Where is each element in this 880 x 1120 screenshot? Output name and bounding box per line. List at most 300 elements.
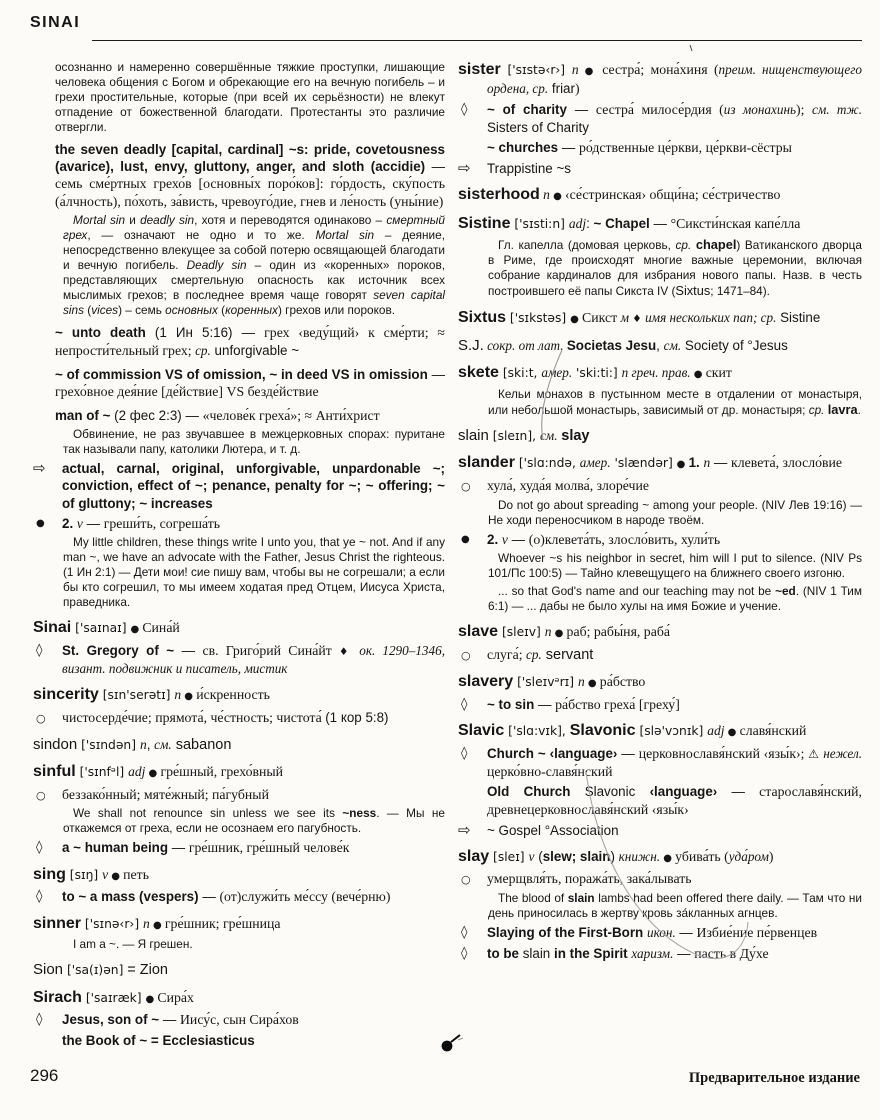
text-run: (от)служи́ть ме́ссу (вече́рню) — [219, 889, 391, 905]
text-run: unforgivable ~ — [210, 342, 300, 358]
entry-slay — [458, 847, 862, 867]
text-run: ра́бство — [599, 674, 646, 690]
text-run: ['slɑ:ndə, — [514, 456, 580, 471]
circle-marker-icon: ○ — [36, 788, 46, 802]
crossref-trappistine — [458, 160, 862, 177]
text-run: ро́дственные це́ркви, це́ркви-сёстры — [578, 140, 792, 156]
entry-sing — [33, 865, 445, 885]
text-run: v — [76, 515, 83, 531]
entry-sirach — [33, 988, 445, 1008]
text-run: [ski:t, — [498, 366, 542, 381]
text-run: ) — [574, 81, 580, 97]
subentry-sinful-human-being — [33, 839, 445, 857]
text-run: °Сиксти́нская капе́лла — [670, 215, 801, 231]
entry-sindon — [33, 735, 445, 755]
text-run: ср. — [195, 342, 211, 358]
text-run: lavra — [827, 401, 858, 417]
text-run: n — [539, 187, 550, 203]
text-run: a ~ human being — [62, 840, 169, 856]
circle-marker-icon: ○ — [36, 711, 46, 725]
text-run: уда́ром — [728, 848, 769, 864]
text-run: – деяние, непосредственно влекущее за собой потерю освящающей благодати и вечную погибель. — [63, 228, 445, 273]
text-run: ) грехов или пороков. — [277, 303, 395, 318]
example-1jn21 — [33, 535, 445, 610]
text-run: ['sɪsti:n] — [510, 216, 569, 231]
entry-slain — [458, 426, 862, 446]
text-run: ) – семь — [118, 303, 166, 318]
text-run: старославя́нский, древнецерковнославя́нский ‹язы́к› — [487, 784, 862, 817]
text-run: ср. — [675, 238, 692, 253]
subentry-st-gregory — [33, 642, 445, 678]
text-run: — — [534, 696, 556, 712]
text-run: ♦ — [632, 312, 646, 325]
diamond-marker-icon: ◊ — [461, 102, 468, 118]
text-run: . (NIV 1 Тим 6:1) — ... дабы не было хулы на имя Божие и учение. — [488, 584, 863, 614]
text-run: [slə'vɔnɪk] — [635, 724, 708, 739]
text-run: см. — [154, 736, 172, 752]
diamond-marker-icon: ◊ — [461, 945, 468, 961]
text-run: slew; slain — [542, 848, 611, 864]
circle-marker-icon: ○ — [461, 873, 471, 887]
diamond-marker-icon: ◊ — [461, 696, 468, 712]
text-run: man of ~ — [55, 407, 111, 423]
text-run: Иису́с, сын Сира́хов — [179, 1012, 299, 1028]
synonyms-slave — [458, 646, 862, 665]
text-run: Обвинение, не раз звучавшее в межцерковных спорах: пуритане так называли папу, католики Лютера, и т. д. — [63, 427, 445, 457]
text-run: гре́шник; гре́шница — [164, 915, 281, 931]
synonyms-slay — [458, 870, 862, 888]
page-header-keyword: SINAI — [30, 14, 81, 31]
text-run: S.J. — [458, 337, 484, 355]
commentary-accusation — [33, 427, 445, 457]
synonyms-sincerity — [33, 709, 445, 727]
text-run: — — [675, 924, 697, 940]
text-run: 1. — [688, 455, 704, 471]
text-run: skete — [458, 364, 499, 382]
text-run: 2. — [62, 515, 77, 531]
text-run: грехо́вное дея́ние [де́йствие] VS безде́йствие — [55, 383, 319, 399]
text-run: sabanon — [171, 736, 232, 753]
text-run: , — [146, 736, 155, 752]
text-run: friar — [548, 81, 575, 97]
text-run: servant — [541, 646, 594, 663]
synonyms-sinful — [33, 786, 445, 804]
text-run: deadly sin — [140, 213, 195, 228]
text-run: n — [571, 62, 579, 77]
text-run: ['sɪnfᵊl] — [75, 765, 129, 780]
text-run: сестра́ милосе́рдия ( — [595, 102, 724, 118]
text-run: [sleɪn], — [488, 428, 540, 443]
text-run: петь — [123, 866, 150, 882]
text-run: ● — [145, 993, 158, 1005]
text-run: . — [857, 402, 861, 417]
text-run: харизм. — [631, 945, 674, 961]
text-run: to ~ a mass (vespers) — [62, 889, 199, 905]
entry-sixtus — [458, 308, 862, 328]
text-run: скит — [705, 365, 732, 381]
text-run: ~ to sin — [487, 696, 535, 712]
example-slain-lambs — [458, 891, 862, 921]
text-run: ~ Gospel °Association — [487, 822, 619, 838]
text-run: Societas Jesu — [566, 338, 657, 354]
text-run: slain — [522, 945, 554, 961]
text-run: нежел. — [823, 745, 862, 761]
text-run: (2 фес 2:3) — — [110, 407, 203, 423]
text-run: ср. — [808, 402, 825, 417]
header-rule — [92, 40, 862, 41]
text-run: ( — [83, 303, 92, 318]
entry-slavic — [458, 721, 862, 741]
text-run: ● — [549, 191, 566, 203]
subentry-old-church-slavonic — [458, 783, 862, 818]
text-run: n — [544, 624, 552, 640]
text-run: ● — [149, 919, 165, 931]
bullet-marker-icon: ● — [36, 517, 45, 529]
text-run: — — [425, 159, 445, 174]
text-run: adj — [128, 764, 146, 780]
text-run: ● — [130, 624, 143, 636]
note-sistine-chapel — [458, 237, 862, 299]
text-run: n — [577, 674, 585, 690]
text-run: семь сме́ртных грехо́в [основны́х поро́ков]: го́рдость, ску́пость (а́лчность), по́хоть, за́висть, чревоуго́дие, гнев и ле́ность (уны́ние) — [55, 176, 445, 209]
text-run: ['slɑ:vɪk], — [504, 724, 570, 739]
text-run: ⚠ — [808, 746, 824, 761]
text-run: ● — [724, 727, 740, 739]
text-run: см. — [539, 427, 558, 443]
text-run: sincerity — [33, 686, 99, 704]
text-run: 'ski:ti:] — [572, 366, 622, 381]
text-run: the Book of ~ — [62, 1033, 148, 1049]
text-run: раб; рабы́ня, раба́ — [566, 624, 670, 640]
text-run: Кельи монахов в пустынном месте в отдалении от монастыря, или небольшой монастырь, зависимый от др. монастыря; — [488, 386, 862, 417]
text-run: гре́шник, гре́шный челове́к — [188, 840, 350, 856]
sense-2-slander-verb — [458, 531, 862, 549]
text-run: ( — [534, 848, 543, 864]
text-run: ['sɪndən] — [77, 737, 140, 752]
text-run: Old Church — [487, 784, 585, 800]
text-run: имя нескольких пап; ср. — [645, 309, 777, 325]
collocations-sin — [33, 460, 445, 511]
text-run: коренных — [225, 303, 278, 318]
text-run: — — [174, 642, 203, 658]
text-run: пасть в Ду́хе — [694, 945, 769, 961]
text-run: «челове́к греха́»; ≈ Анти́христ — [202, 407, 380, 423]
text-run: Sirach — [33, 988, 82, 1006]
text-run: (1 Ин 5:16) — — [145, 325, 265, 341]
entry-sisterhood — [458, 185, 862, 205]
arrow-crossref-icon: ⇨ — [33, 459, 46, 478]
text-run: св. Григо́рий Сина́йт — [202, 642, 339, 658]
text-run: , — означают не одно и то же. — [87, 228, 316, 243]
text-run: — — [198, 889, 220, 905]
subentry-sin-unto-death — [33, 324, 445, 360]
text-run: ~ness — [342, 806, 377, 821]
text-run: церко́вно-славя́нский — [487, 763, 613, 779]
text-run: n — [703, 455, 711, 471]
text-run: , хотя и переводятся одинаково – — [194, 213, 387, 228]
text-run: ~ unto death — [55, 325, 146, 341]
bullet-marker-icon: ● — [461, 533, 470, 545]
text-run: sister — [458, 61, 501, 78]
text-run: ~ of charity — [487, 102, 567, 118]
text-run: sinner — [33, 914, 82, 932]
diamond-marker-icon: ◊ — [36, 1012, 43, 1028]
text-run: церковнославя́нский ‹язы́к›; — [638, 745, 809, 761]
text-run: slave — [458, 623, 499, 641]
subentry-sister-of-charity — [458, 101, 862, 136]
text-run: v — [102, 866, 109, 882]
text-run: чистосерде́чие; прямота́, че́стность; чистота́ — [62, 709, 326, 725]
text-run: — — [717, 784, 760, 800]
text-run: ( — [217, 303, 226, 318]
text-run: Do not go about spreading ~ among your people. (NIV Лев 19:16) — Не ходи переносчиком в народе твоём. — [488, 497, 862, 527]
text-run: slay — [561, 427, 590, 444]
text-run: The blood of — [498, 890, 568, 905]
text-run: . — Мы не откажемся от греха, если не осознаем его пагубность. — [63, 806, 445, 836]
text-run: книжн. — [618, 848, 661, 864]
text-run: слуга́; — [487, 646, 526, 662]
text-run: — — [427, 366, 445, 382]
text-run: ~ed — [775, 584, 796, 599]
text-run: St. Gregory of ~ — [62, 642, 175, 658]
text-run: — — [168, 840, 189, 856]
text-run: sindon — [33, 735, 78, 753]
example-niv-lev — [458, 498, 862, 528]
text-run: амер. — [579, 455, 611, 471]
subentry-seven-deadly-sins — [33, 141, 445, 211]
text-run: Jesus, son of ~ — [62, 1012, 160, 1028]
text-run: ; 1471–84). — [710, 284, 770, 299]
text-run: — — [82, 515, 104, 531]
text-run: (о)клевета́ть, злосло́вить, хули́ть — [528, 531, 721, 547]
text-run: Гл. капелла (домовая церковь, — [498, 238, 676, 253]
example-ps101 — [458, 551, 862, 581]
text-run: греши́ть, согреша́ть — [103, 515, 221, 531]
example-1tim61 — [458, 584, 862, 614]
text-run: Сина́й — [142, 620, 180, 636]
page-number: 296 — [30, 1066, 59, 1085]
entry-sinner — [33, 914, 445, 934]
entry-sinai — [33, 618, 445, 638]
text-run: lambs had been offered there daily. — Там что ни день приносилась в жертву кровь за́кланных агнцев. — [488, 890, 862, 920]
text-run: и — [125, 213, 141, 228]
subentry-commission-omission — [33, 366, 445, 401]
text-run: Whoever ~s his neighbor in secret, him will I put to silence. (NIV Ps 101/Пс 100:5) — Тайно клевещущего на ближнего своего изгоню. — [488, 551, 862, 581]
text-run: славя́нский — [739, 723, 807, 739]
text-run: — — [649, 215, 671, 231]
text-run: ● — [676, 459, 689, 471]
text-run: slain — [567, 890, 595, 905]
column-left — [33, 60, 445, 1049]
text-run: 'slændər] — [610, 456, 677, 471]
text-run: — — [566, 102, 596, 118]
text-run: и́скренность — [196, 687, 270, 703]
circle-marker-icon: ○ — [461, 479, 471, 493]
arrow-crossref-icon: ⇨ — [458, 820, 471, 839]
text-run: м — [620, 309, 633, 325]
text-run: ср. — [525, 646, 542, 662]
subentry-slain-in-the-spirit — [458, 945, 862, 963]
text-run: преим. нищенствующего ордена, ср. — [487, 62, 862, 97]
header-tick-mark — [690, 45, 692, 51]
text-run: n — [143, 915, 150, 931]
text-run: sing — [33, 865, 66, 883]
text-run: the seven deadly [capital, cardinal] ~s: pride, covetousness (avarice), lust, envy, gluttony, anger, and sloth (accidie) — [55, 141, 445, 174]
diamond-marker-icon: ◊ — [36, 840, 43, 856]
text-run: slavery — [458, 673, 514, 691]
example-sinfulness — [33, 806, 445, 836]
text-run: беззако́нный; мяте́жный; па́губный — [62, 786, 269, 802]
text-run: vices — [91, 303, 119, 318]
text-run: убива́ть ( — [675, 848, 729, 864]
text-run: ● — [570, 313, 583, 325]
entry-sistine — [458, 214, 862, 234]
subentry-church-slavonic — [458, 745, 862, 781]
text-run: in the Spirit — [553, 945, 628, 961]
entry-sion — [33, 960, 445, 980]
text-run: осознанно и намеренно совершённые тяжкие проступки, лишающие человека общения с Богом и обрекающие его на вечную погибель – и грехи простительные, которые (при всей их серьёзности) не влекут отпадение от божественной благодати. Протестанты это различие отвергли. — [55, 60, 445, 134]
text-run: My little children, these things write I unto you, that ye ~ not. And if any man ~, we have an advocate with the Father, Jesus Christ the righteous. (1 Ин 2:1) — Дети мои! сие пишу вам, чтобы вы не согрешали; а если бы кто согрешил, то мы имеем ходатая пред Отцем, Иисуса Христа, праведника. — [63, 535, 445, 610]
commentary-continuation — [33, 60, 445, 135]
text-run: ● — [551, 628, 567, 640]
text-run: ок. 1290–1346, визант. подвижник и писатель, мистик — [62, 642, 446, 676]
text-run: см. — [663, 338, 682, 354]
diamond-marker-icon: ◊ — [36, 642, 43, 658]
text-run: из монахинь — [723, 102, 797, 118]
text-run: Slavic — [458, 722, 505, 740]
text-run: хула́, худа́я молва́, злоре́чие — [487, 477, 649, 493]
text-run: Slavonic — [584, 784, 650, 800]
text-run: [sɪn'serətɪ] — [98, 688, 175, 703]
diamond-marker-icon: ◊ — [461, 745, 468, 761]
text-run: Mortal sin — [315, 228, 375, 243]
text-run: sinful — [33, 763, 76, 781]
diamond-marker-icon: ◊ — [36, 889, 43, 905]
text-run: v — [501, 531, 508, 547]
edition-label: Предварительное издание — [688, 1070, 860, 1086]
entry-slave — [458, 622, 862, 642]
crossref-slavic-gospel-association — [458, 822, 862, 839]
text-run: — — [617, 745, 639, 761]
text-run: seven capital sins — [63, 288, 445, 318]
entry-skete — [458, 363, 862, 383]
text-run: Сикст — [582, 309, 621, 325]
text-run: ... so that God's name and our teaching may not be — [498, 584, 776, 599]
text-run: ['sleɪvᵊrɪ] — [513, 675, 578, 690]
entry-sinful — [33, 762, 445, 782]
synonyms-slander — [458, 477, 862, 495]
subentry-man-of-sin — [33, 407, 445, 425]
text-run: Sisters of Charity — [487, 120, 589, 136]
text-run: ) — [768, 848, 774, 864]
text-run: ‹се́стринская› общи́на; се́стричество — [565, 187, 781, 203]
circle-marker-icon: ○ — [461, 648, 471, 662]
subentry-jesus-son-of-sirach — [33, 1011, 445, 1029]
arrow-crossref-icon: ⇨ — [458, 159, 471, 178]
text-run: – один из «коренных» пороков, представляющих смертельную опасность как источник всех мыслимых грехов; в последнее время чаще говорят — [63, 258, 446, 303]
text-run: slander — [458, 454, 515, 472]
entry-sj — [458, 336, 862, 355]
text-run: v — [528, 848, 535, 864]
text-run: ● — [578, 66, 603, 77]
text-run: ♦ — [338, 645, 360, 658]
text-run: ● — [584, 678, 600, 690]
text-run: клевета́, злосло́вие — [731, 455, 843, 471]
subentry-sing-a-mass — [33, 888, 445, 906]
subentry-sister-churches — [458, 139, 862, 157]
text-run: Slaying of the First-Born — [487, 924, 644, 940]
text-run: = Ecclesiasticus — [147, 1033, 255, 1049]
text-run: : — [586, 215, 594, 231]
text-run: смертный грех — [63, 213, 445, 243]
text-run: умерщвля́ть, поража́ть, зака́лывать — [487, 871, 692, 887]
text-run: — — [159, 1012, 180, 1028]
text-run: sisterhood — [458, 186, 540, 204]
text-run: Deadly sin — [186, 258, 247, 273]
text-run: ● — [660, 852, 676, 864]
text-run: (1 кор 5:8) — [325, 709, 389, 725]
text-run: ) — [610, 848, 619, 864]
entry-slander — [458, 453, 862, 473]
text-run: Сира́х — [157, 989, 194, 1005]
text-run: ~ of commission VS of omission, ~ in deed VS in omission — [55, 366, 428, 382]
text-run: chapel — [695, 237, 737, 253]
text-run: — — [558, 140, 579, 156]
text-run: ['saɪnaɪ] — [71, 621, 131, 636]
text-run: = Zion — [127, 962, 169, 979]
text-run: ● — [181, 691, 197, 703]
text-run: slay — [458, 847, 490, 865]
text-run: Slavonic — [569, 722, 636, 740]
text-run: n греч. прав. — [621, 365, 691, 381]
diamond-marker-icon: ◊ — [461, 924, 468, 940]
note-skete — [458, 387, 862, 418]
text-run: ~ Chapel — [593, 215, 650, 231]
text-run: ~ churches — [487, 140, 559, 156]
text-run: ● — [108, 870, 124, 882]
subentry-slaying-of-first-born — [458, 924, 862, 942]
text-run: to be — [487, 945, 523, 961]
text-run: см. тж. — [811, 102, 862, 118]
text-run: Mortal sin — [73, 213, 126, 228]
text-run: adj — [707, 723, 725, 739]
text-run: actual, carnal, original, unforgivable, unpardonable ~; conviction, effect of ~; penance, penalty for ~; ~ offering; ~ of gluttony; ~ increases — [62, 461, 445, 511]
text-run: ‹language› — [649, 784, 718, 800]
text-run: гре́шный, грехо́вный — [160, 764, 284, 780]
text-run: Sion — [33, 961, 64, 979]
column-right — [458, 60, 862, 963]
text-run: ● — [690, 369, 706, 381]
text-run: Sinai — [33, 619, 72, 637]
text-run: — — [710, 455, 732, 471]
text-run: n — [139, 736, 147, 752]
text-run: 2. — [487, 531, 502, 547]
example-i-am-a-sinner — [33, 937, 445, 952]
text-run: adj — [568, 215, 587, 231]
entry-slavery — [458, 672, 862, 692]
text-run: Sistine — [776, 309, 821, 325]
text-run: ['sɪstə‹r›] — [500, 63, 572, 77]
text-run: slain — [458, 426, 489, 444]
subentry-book-of-sirach — [33, 1032, 445, 1049]
text-run: ); — [796, 102, 812, 118]
text-run: ['sa(ɪ)ən] — [63, 963, 128, 978]
text-run: Sixtus — [458, 308, 507, 326]
text-run: n — [174, 687, 182, 703]
text-run: , — [656, 338, 664, 354]
text-run: сокр. от лат. — [483, 338, 567, 354]
text-run: [sleɪ] — [489, 849, 529, 864]
